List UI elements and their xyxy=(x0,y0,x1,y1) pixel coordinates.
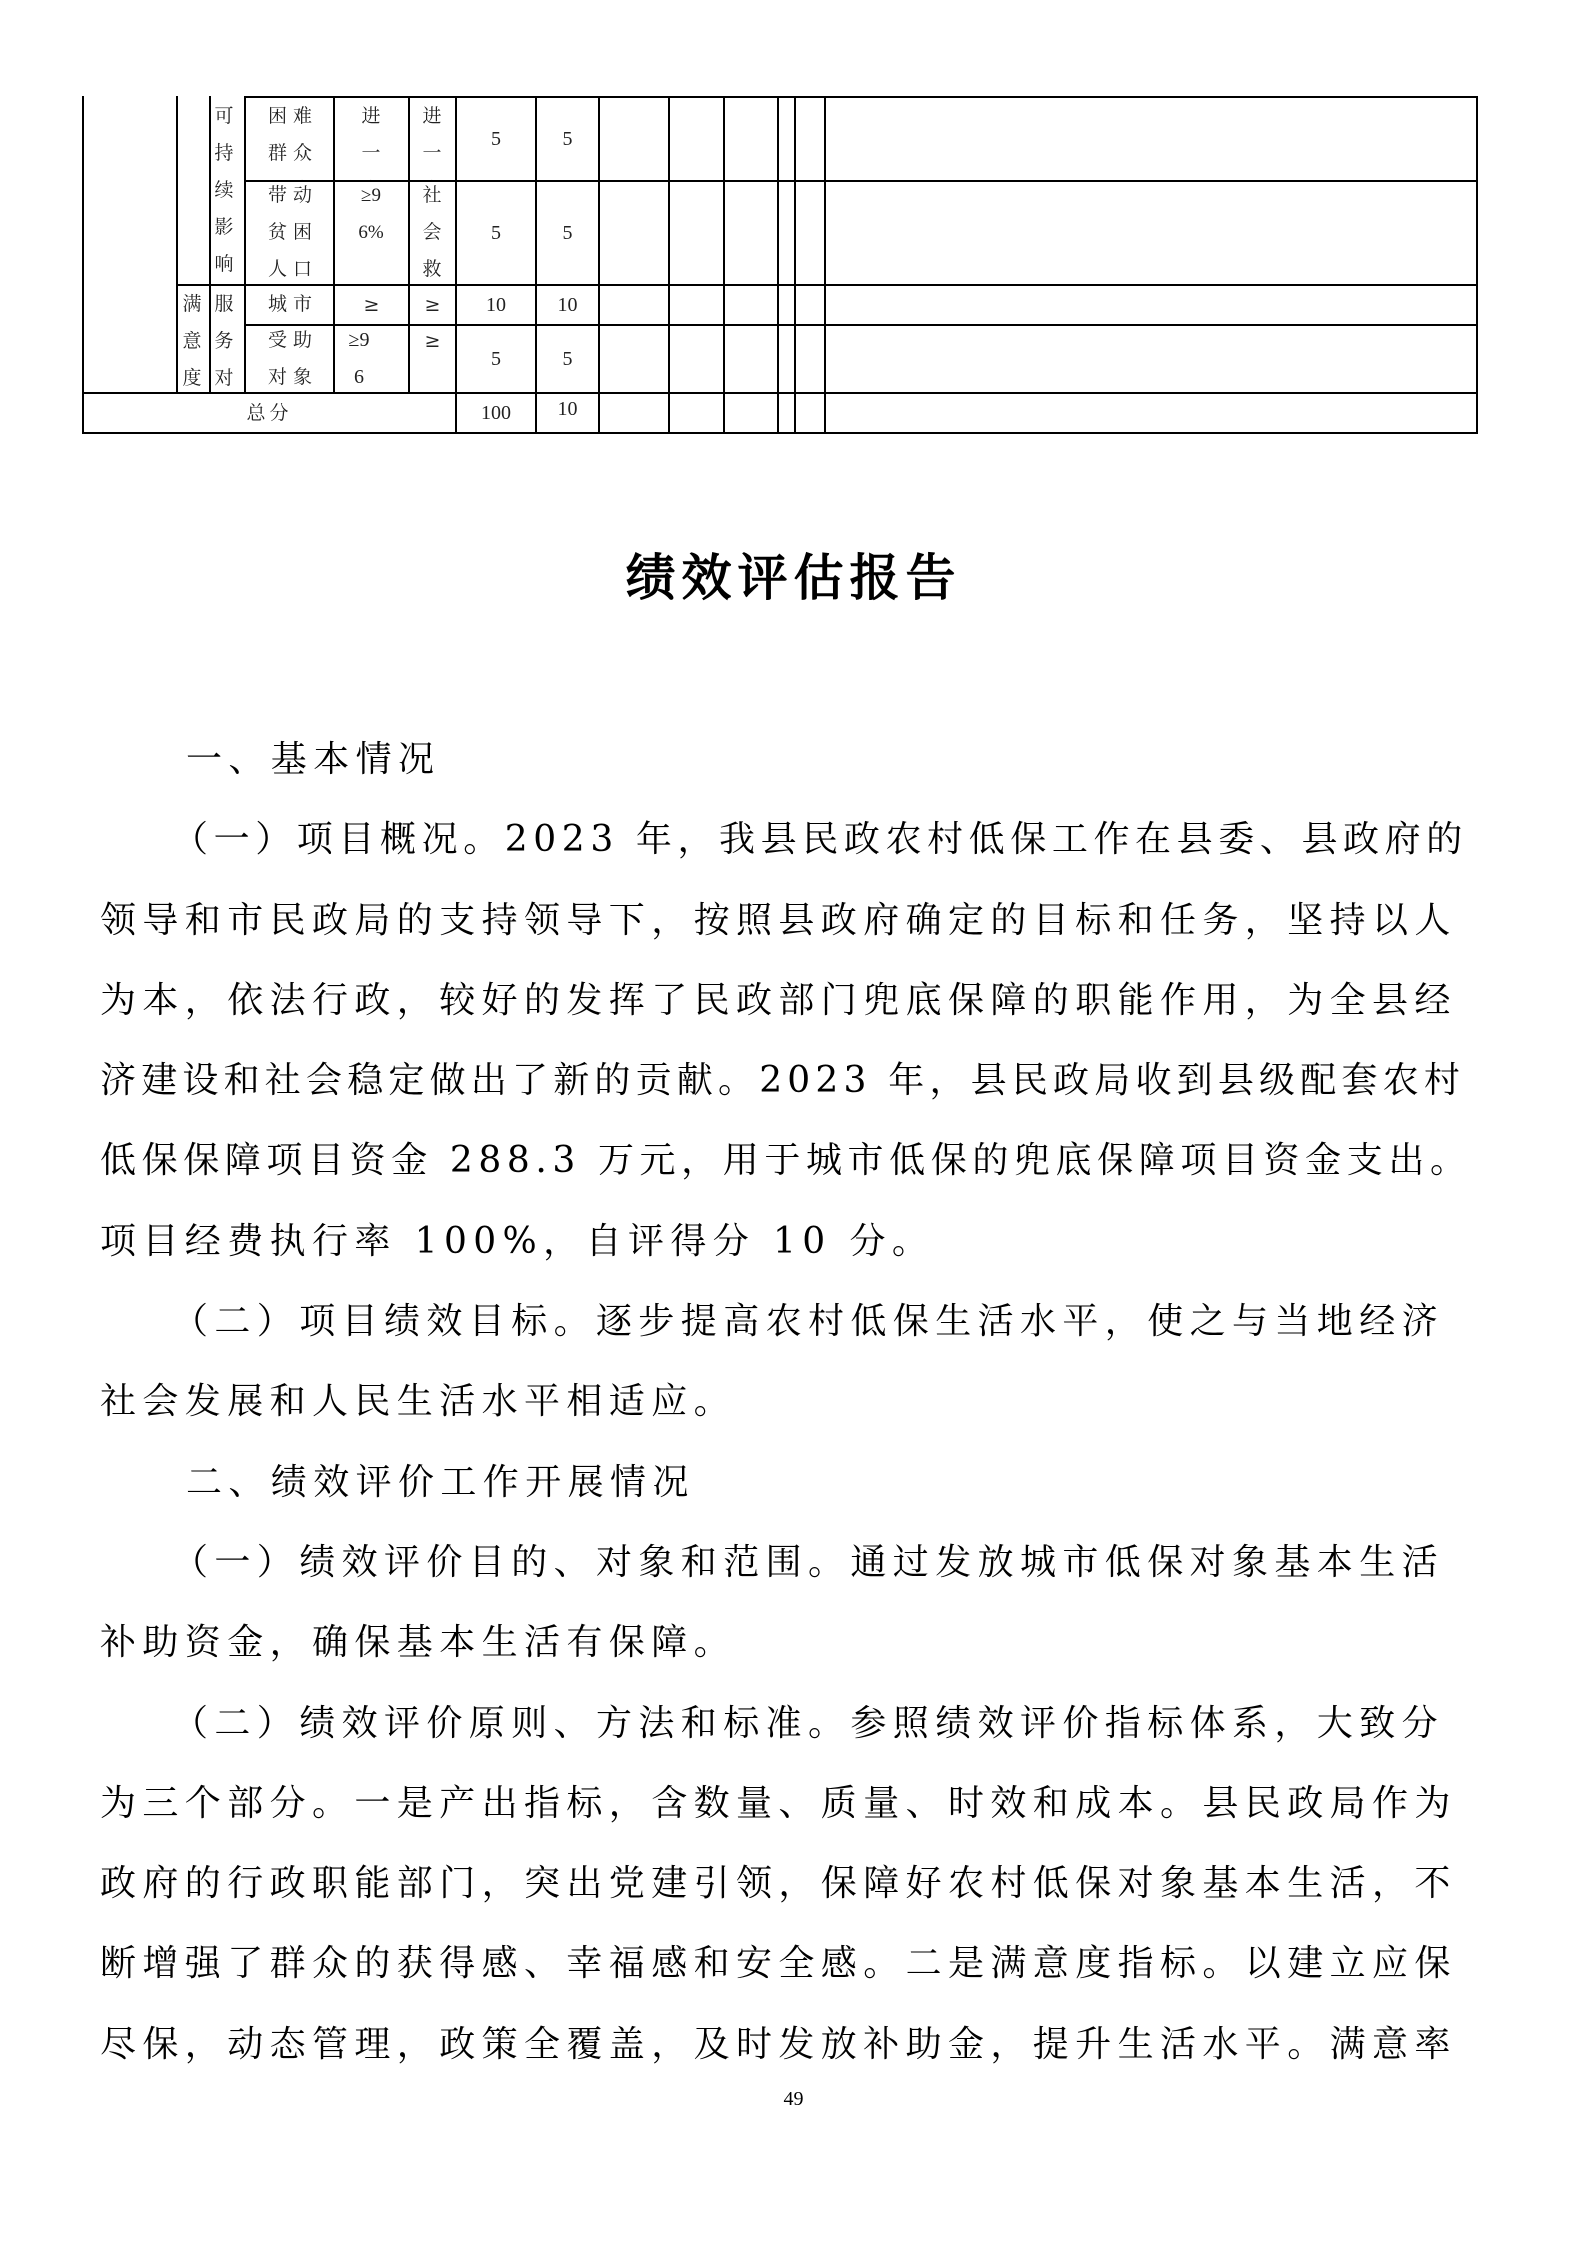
paragraph-line: 项目经费执行率 100%，自评得分 10 分。 xyxy=(100,1220,935,1262)
paragraph-line: 政府的行政职能部门，突出党建引领，保障好农村低保对象基本生活，不 xyxy=(100,1863,1457,1905)
indicator-cell: 困难群众 xyxy=(267,105,318,164)
level2-service-satisfaction: 服务对 xyxy=(214,293,234,389)
weight-cell: 5 xyxy=(491,348,501,370)
report-body xyxy=(100,720,1472,2085)
weight-cell: 10 xyxy=(486,294,506,316)
score-cell: 5 xyxy=(562,128,573,150)
table-bottom-border xyxy=(82,432,1478,434)
report-title: 绩效评估报告 xyxy=(625,548,962,607)
actual-cell: 社会救 xyxy=(422,184,442,280)
paragraph-line: （一）绩效评价目的、对象和范围。通过发放城市低保对象基本生活 xyxy=(172,1541,1445,1583)
target-cell: ≥96 xyxy=(348,329,370,388)
paragraph-line: 尽保，动态管理，政策全覆盖，及时发放补助金，提升生活水平。满意率 xyxy=(100,2023,1457,2065)
section-heading: 二、绩效评价工作开展情况 xyxy=(186,1461,695,1503)
table-right-border xyxy=(1476,96,1478,434)
score-cell: 5 xyxy=(562,348,573,370)
level2-sustainable-impact: 可持续影响 xyxy=(214,105,234,275)
table-left-border xyxy=(82,96,84,434)
col-divider xyxy=(176,96,178,392)
col-divider xyxy=(598,96,600,434)
col-divider xyxy=(244,96,246,392)
indicator-table xyxy=(0,0,1587,450)
paragraph-line: （二）绩效评价原则、方法和标准。参照绩效评价指标体系，大致分 xyxy=(172,1702,1445,1744)
paragraph-line: 济建设和社会稳定做出了新的贡献。2023 年，县民政局收到县级配套农村 xyxy=(100,1060,1466,1102)
level1-satisfaction: 满意度 xyxy=(182,293,202,389)
col-divider xyxy=(209,96,211,392)
col-divider xyxy=(794,96,796,434)
target-cell: ≥ xyxy=(363,293,380,316)
paragraph-line: 断增强了群众的获得感、幸福感和安全感。二是满意度指标。以建立应保 xyxy=(100,1943,1457,1985)
paragraph-line: 补助资金，确保基本生活有保障。 xyxy=(100,1622,737,1664)
paragraph-line: 为本，依法行政，较好的发挥了民政部门兜底保障的职能作用，为全县经 xyxy=(100,979,1457,1021)
col-divider xyxy=(824,96,826,434)
paragraph-line: 领导和市民政局的支持领导下，按照县政府确定的目标和任务，坚持以人 xyxy=(100,899,1457,941)
actual-cell: 进一 xyxy=(422,105,442,164)
paragraph-line: 社会发展和人民生活水平相适应。 xyxy=(100,1381,737,1423)
actual-cell: ≥ xyxy=(424,329,441,352)
page-number: 49 xyxy=(783,2088,804,2110)
col-divider xyxy=(723,96,725,434)
section-heading: 一、基本情况 xyxy=(186,739,441,780)
weight-cell: 5 xyxy=(491,222,501,244)
indicator-cell: 城市 xyxy=(267,293,318,315)
target-cell: ≥96% xyxy=(358,185,384,243)
paragraph-line: 为三个部分。一是产出指标，含数量、质量、时效和成本。县民政局作为 xyxy=(100,1782,1457,1824)
indicator-cell: 受助对象 xyxy=(267,329,318,388)
total-score: 10 xyxy=(557,398,578,420)
col-divider xyxy=(333,96,335,392)
indicator-cell: 带动贫困人口 xyxy=(267,184,318,280)
score-cell: 10 xyxy=(557,294,578,316)
col-divider xyxy=(668,96,670,434)
paragraph-line: 低保保障项目资金 288.3 万元，用于城市低保的兜底保障项目资金支出。 xyxy=(100,1140,1472,1182)
col-divider xyxy=(777,96,779,434)
paragraph-line: （一）项目概况。2023 年，我县民政农村低保工作在县委、县政府的 xyxy=(172,819,1468,861)
score-cell: 5 xyxy=(562,222,573,244)
total-label: 总分 xyxy=(246,401,293,424)
paragraph-line: （二）项目绩效目标。逐步提高农村低保生活水平，使之与当地经济 xyxy=(172,1301,1445,1343)
target-cell: 进一 xyxy=(361,105,381,164)
total-weight: 100 xyxy=(481,402,511,424)
actual-cell: ≥ xyxy=(424,293,441,316)
weight-cell: 5 xyxy=(491,128,501,150)
